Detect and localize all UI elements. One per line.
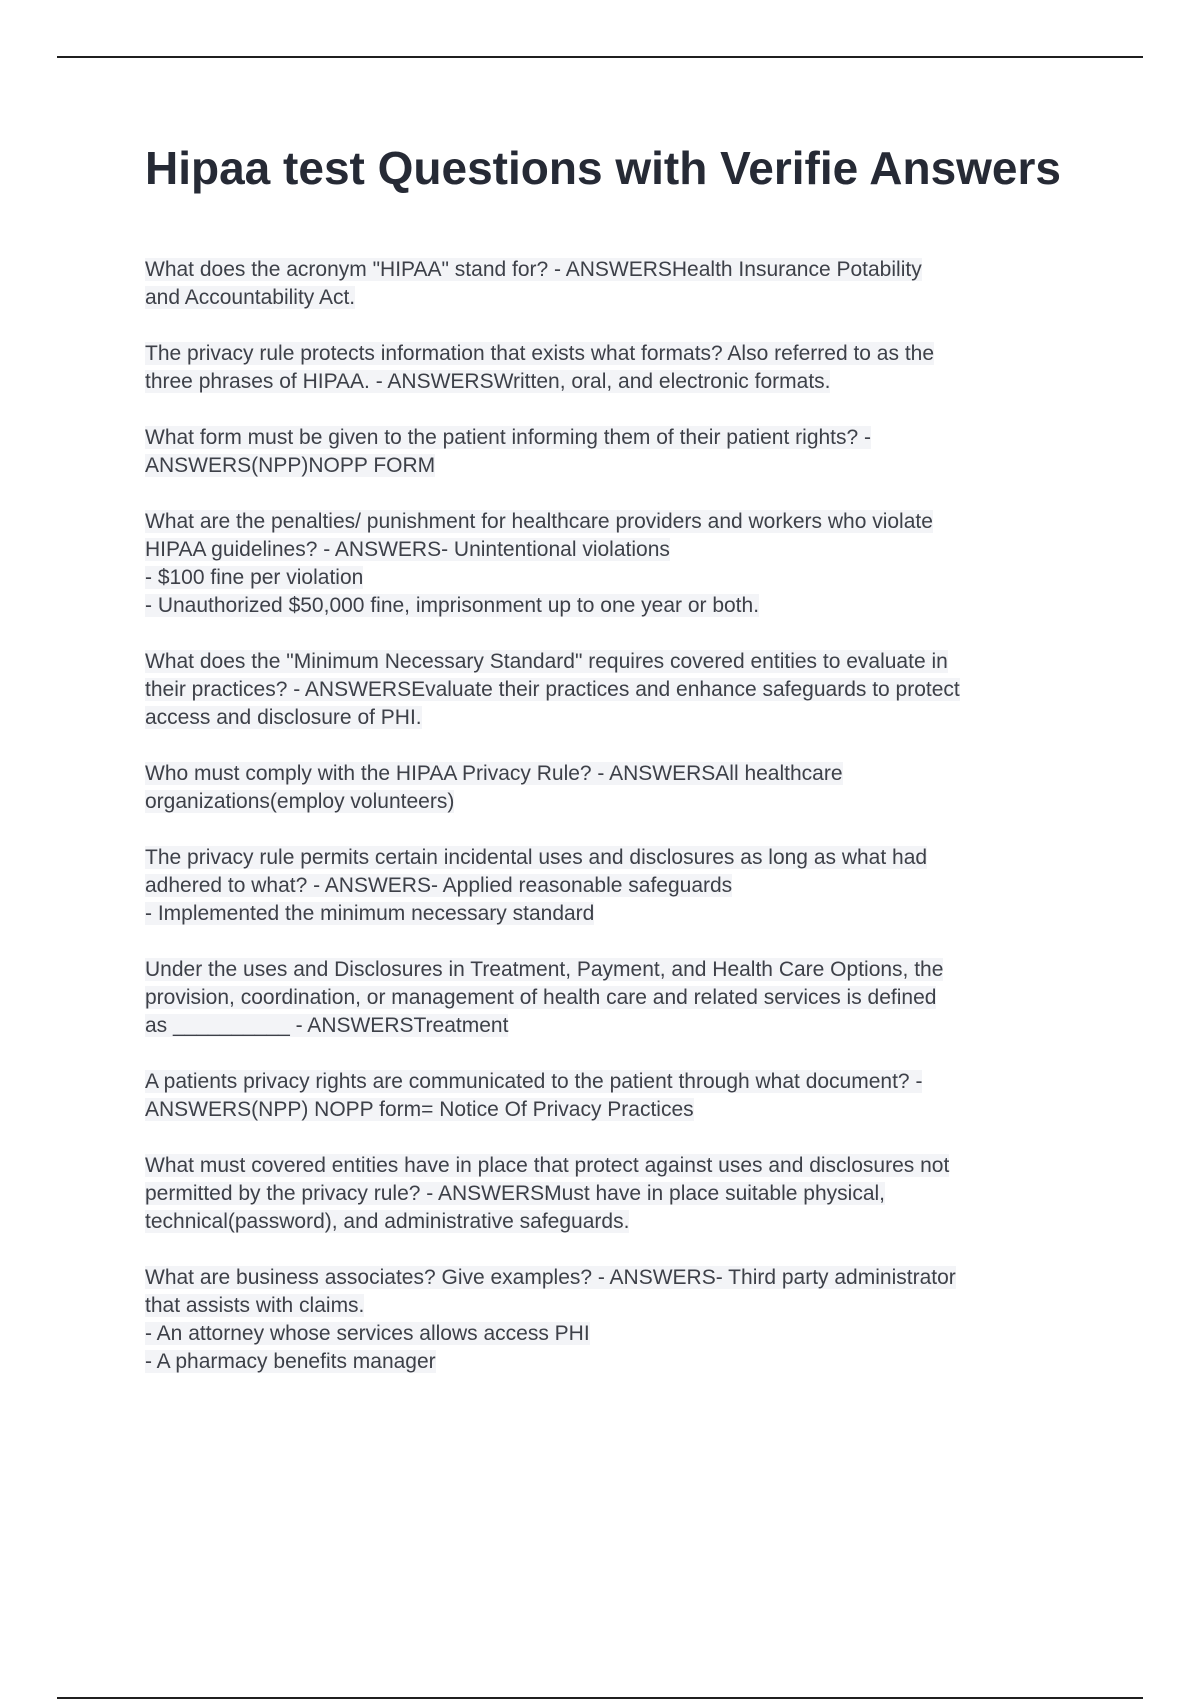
bottom-rule [57, 1697, 1143, 1699]
qa-line: organizations(employ volunteers) [145, 790, 455, 813]
top-rule [57, 56, 1143, 58]
qa-line: The privacy rule protects information that exists what formats? Also referred to as the [145, 342, 935, 365]
qa-item-5 [145, 648, 1095, 732]
qa-line: Who must comply with the HIPAA Privacy Rule? - ANSWERSAll healthcare [145, 762, 843, 785]
qa-list [145, 256, 1095, 1376]
qa-line: What does the acronym "HIPAA" stand for? - ANSWERSHealth Insurance Potability [145, 258, 922, 281]
qa-line: adhered to what? - ANSWERS- Applied reasonable safeguards [145, 874, 733, 897]
qa-line: provision, coordination, or management of health care and related services is defined [145, 986, 937, 1009]
qa-line: access and disclosure of PHI. [145, 706, 422, 729]
qa-line: What must covered entities have in place that protect against uses and disclosures not [145, 1154, 950, 1177]
qa-line: ANSWERS(NPP)NOPP FORM [145, 454, 436, 477]
qa-line: Under the uses and Disclosures in Treatment, Payment, and Health Care Options, the [145, 958, 944, 981]
qa-line: What form must be given to the patient informing them of their patient rights? - [145, 426, 872, 449]
qa-line: What are business associates? Give examples? - ANSWERS- Third party administrator [145, 1266, 956, 1289]
qa-line: The privacy rule permits certain incidental uses and disclosures as long as what had [145, 846, 928, 869]
qa-item-1 [145, 256, 1095, 312]
qa-item-7 [145, 844, 1095, 928]
qa-line: permitted by the privacy rule? - ANSWERSMust have in place suitable physical, [145, 1182, 885, 1205]
qa-item-4 [145, 508, 1095, 620]
qa-item-9 [145, 1068, 1095, 1124]
qa-line: HIPAA guidelines? - ANSWERS- Unintentional violations [145, 538, 670, 561]
qa-line: their practices? - ANSWERSEvaluate their practices and enhance safeguards to protect [145, 678, 960, 701]
qa-item-8 [145, 956, 1095, 1040]
qa-item-6 [145, 760, 1095, 816]
qa-line: and Accountability Act. [145, 286, 356, 309]
qa-line: as __________ - ANSWERSTreatment [145, 1014, 509, 1037]
qa-line: - A pharmacy benefits manager [145, 1350, 436, 1373]
qa-line: - An attorney whose services allows access PHI [145, 1322, 590, 1345]
qa-item-3 [145, 424, 1095, 480]
qa-line: What does the "Minimum Necessary Standard" requires covered entities to evaluate in [145, 650, 948, 673]
qa-line: three phrases of HIPAA. - ANSWERSWritten, oral, and electronic formats. [145, 370, 831, 393]
qa-item-2 [145, 340, 1095, 396]
qa-line: ANSWERS(NPP) NOPP form= Notice Of Privacy Practices [145, 1098, 694, 1121]
qa-line: - Implemented the minimum necessary standard [145, 902, 595, 925]
document-title: Hipaa test Questions with Verifie Answers [145, 142, 1062, 194]
document-page [145, 140, 1095, 1404]
qa-line: What are the penalties/ punishment for healthcare providers and workers who violate [145, 510, 933, 533]
qa-item-11 [145, 1264, 1095, 1376]
qa-line: - Unauthorized $50,000 fine, imprisonment up to one year or both. [145, 594, 760, 617]
qa-item-10 [145, 1152, 1095, 1236]
qa-line: - $100 fine per violation [145, 566, 364, 589]
qa-line: A patients privacy rights are communicated to the patient through what document? - [145, 1070, 923, 1093]
qa-line: that assists with claims. [145, 1294, 365, 1317]
qa-line: technical(password), and administrative safeguards. [145, 1210, 630, 1233]
